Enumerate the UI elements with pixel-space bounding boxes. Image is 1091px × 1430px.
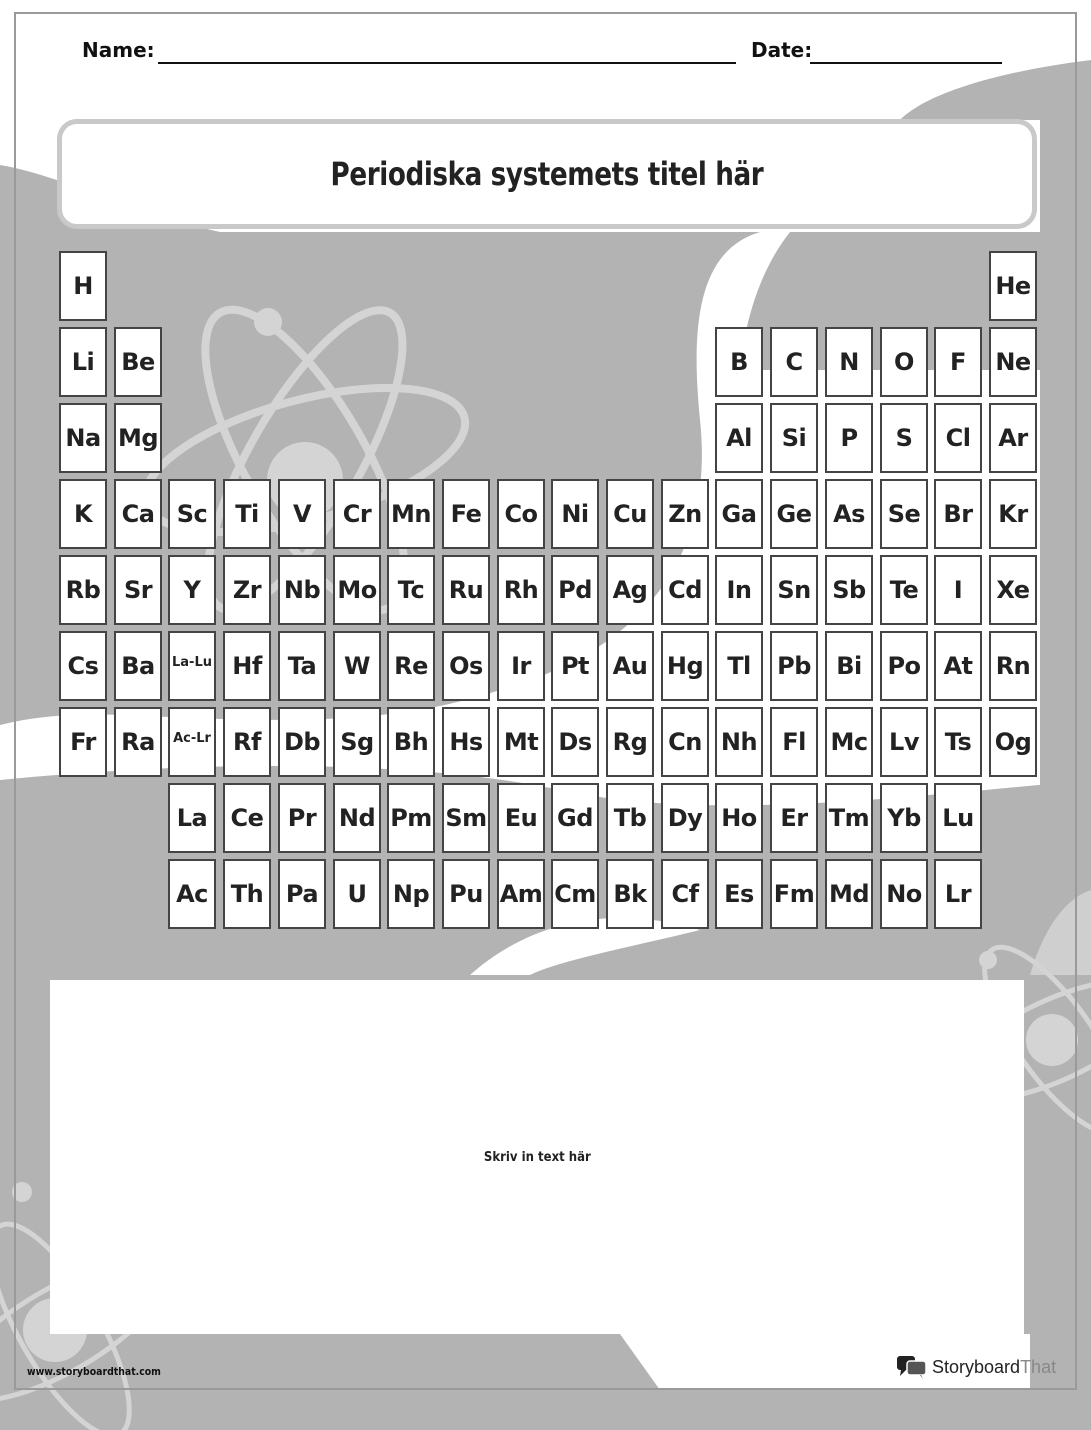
element-cell-tl[interactable]: Tl [715, 631, 763, 701]
element-cell-n[interactable]: N [825, 327, 873, 397]
element-cell-sg[interactable]: Sg [333, 707, 381, 777]
element-cell-nb[interactable]: Nb [278, 555, 326, 625]
element-cell-mt[interactable]: Mt [497, 707, 545, 777]
date-label: Date: [751, 38, 813, 62]
element-cell-ar[interactable]: Ar [989, 403, 1037, 473]
element-cell-w[interactable]: W [333, 631, 381, 701]
element-cell-rb[interactable]: Rb [59, 555, 107, 625]
element-cell-c[interactable]: C [770, 327, 818, 397]
element-cell-la[interactable]: La [168, 783, 216, 853]
element-cell-pa[interactable]: Pa [278, 859, 326, 929]
element-cell-as[interactable]: As [825, 479, 873, 549]
element-cell-i[interactable]: I [934, 555, 982, 625]
element-cell-sc[interactable]: Sc [168, 479, 216, 549]
element-cell-yb[interactable]: Yb [880, 783, 928, 853]
element-cell-cs[interactable]: Cs [59, 631, 107, 701]
element-cell-re[interactable]: Re [387, 631, 435, 701]
element-cell-tc[interactable]: Tc [387, 555, 435, 625]
element-cell-te[interactable]: Te [880, 555, 928, 625]
element-cell-sb[interactable]: Sb [825, 555, 873, 625]
element-cell-ds[interactable]: Ds [551, 707, 599, 777]
element-cell-ga[interactable]: Ga [715, 479, 763, 549]
element-cell-mn[interactable]: Mn [387, 479, 435, 549]
element-cell-no[interactable]: No [880, 859, 928, 929]
element-cell-ag[interactable]: Ag [606, 555, 654, 625]
element-cell-al[interactable]: Al [715, 403, 763, 473]
element-cell-fl[interactable]: Fl [770, 707, 818, 777]
element-cell-ne[interactable]: Ne [989, 327, 1037, 397]
element-cell-pb[interactable]: Pb [770, 631, 818, 701]
element-cell-cn[interactable]: Cn [661, 707, 709, 777]
element-cell-kr[interactable]: Kr [989, 479, 1037, 549]
element-cell-at[interactable]: At [934, 631, 982, 701]
element-cell-cm[interactable]: Cm [551, 859, 599, 929]
element-cell-co[interactable]: Co [497, 479, 545, 549]
element-cell-pd[interactable]: Pd [551, 555, 599, 625]
element-cell-rn[interactable]: Rn [989, 631, 1037, 701]
element-cell-cl[interactable]: Cl [934, 403, 982, 473]
element-cell-ge[interactable]: Ge [770, 479, 818, 549]
name-label: Name: [82, 38, 155, 62]
element-cell-ni[interactable]: Ni [551, 479, 599, 549]
text-box[interactable] [50, 980, 1024, 1334]
element-cell-ti[interactable]: Ti [223, 479, 271, 549]
element-cell-ho[interactable]: Ho [715, 783, 763, 853]
element-cell-ac[interactable]: Ac [168, 859, 216, 929]
element-cell-br[interactable]: Br [934, 479, 982, 549]
element-cell-mo[interactable]: Mo [333, 555, 381, 625]
element-cell-zr[interactable]: Zr [223, 555, 271, 625]
element-cell-li[interactable]: Li [59, 327, 107, 397]
element-cell-pr[interactable]: Pr [278, 783, 326, 853]
element-cell-nh[interactable]: Nh [715, 707, 763, 777]
element-cell-fr[interactable]: Fr [59, 707, 107, 777]
element-cell-xe[interactable]: Xe [989, 555, 1037, 625]
element-cell-au[interactable]: Au [606, 631, 654, 701]
element-cell-ba[interactable]: Ba [114, 631, 162, 701]
element-cell-ir[interactable]: Ir [497, 631, 545, 701]
brand-name: StoryboardThat [932, 1356, 1057, 1377]
element-cell-og[interactable]: Og [989, 707, 1037, 777]
element-cell-eu[interactable]: Eu [497, 783, 545, 853]
element-cell-hg[interactable]: Hg [661, 631, 709, 701]
element-cell-nd[interactable]: Nd [333, 783, 381, 853]
element-cell-rf[interactable]: Rf [223, 707, 271, 777]
date-field[interactable] [810, 62, 1002, 64]
title-box[interactable] [57, 119, 1037, 229]
element-cell-v[interactable]: V [278, 479, 326, 549]
element-cell-lu[interactable]: Lu [934, 783, 982, 853]
element-cell-cd[interactable]: Cd [661, 555, 709, 625]
element-cell-dy[interactable]: Dy [661, 783, 709, 853]
element-cell-se[interactable]: Se [880, 479, 928, 549]
element-cell-h[interactable]: H [59, 251, 107, 321]
element-cell-cu[interactable]: Cu [606, 479, 654, 549]
element-cell-tm[interactable]: Tm [825, 783, 873, 853]
element-cell-pt[interactable]: Pt [551, 631, 599, 701]
element-cell-o[interactable]: O [880, 327, 928, 397]
element-cell-po[interactable]: Po [880, 631, 928, 701]
element-cell-zn[interactable]: Zn [661, 479, 709, 549]
element-cell-b[interactable]: B [715, 327, 763, 397]
element-cell-np[interactable]: Np [387, 859, 435, 929]
element-cell-es[interactable]: Es [715, 859, 763, 929]
element-cell-bh[interactable]: Bh [387, 707, 435, 777]
speech-bubbles-icon [896, 1354, 928, 1380]
element-cell-be[interactable]: Be [114, 327, 162, 397]
element-cell-s[interactable]: S [880, 403, 928, 473]
element-cell-he[interactable]: He [989, 251, 1037, 321]
element-cell-bk[interactable]: Bk [606, 859, 654, 929]
element-cell-pm[interactable]: Pm [387, 783, 435, 853]
element-cell-lr[interactable]: Lr [934, 859, 982, 929]
element-cell-ru[interactable]: Ru [442, 555, 490, 625]
element-cell-cr[interactable]: Cr [333, 479, 381, 549]
element-cell-pu[interactable]: Pu [442, 859, 490, 929]
element-cell-fm[interactable]: Fm [770, 859, 818, 929]
page-title: Periodiska systemets titel här [330, 155, 764, 193]
element-cell-mc[interactable]: Mc [825, 707, 873, 777]
element-cell-sm[interactable]: Sm [442, 783, 490, 853]
element-cell-si[interactable]: Si [770, 403, 818, 473]
element-cell-ra[interactable]: Ra [114, 707, 162, 777]
element-cell-y[interactable]: Y [168, 555, 216, 625]
element-cell-cf[interactable]: Cf [661, 859, 709, 929]
element-cell-tb[interactable]: Tb [606, 783, 654, 853]
footer-url[interactable]: www.storyboardthat.com [27, 1365, 161, 1378]
element-cell-hs[interactable]: Hs [442, 707, 490, 777]
element-cell-la-lu[interactable]: La-Lu [168, 631, 216, 701]
element-cell-u[interactable]: U [333, 859, 381, 929]
element-cell-am[interactable]: Am [497, 859, 545, 929]
element-cell-ac-lr[interactable]: Ac-Lr [168, 707, 216, 777]
element-cell-gd[interactable]: Gd [551, 783, 599, 853]
name-field[interactable] [158, 62, 736, 64]
element-cell-md[interactable]: Md [825, 859, 873, 929]
element-cell-th[interactable]: Th [223, 859, 271, 929]
element-cell-rh[interactable]: Rh [497, 555, 545, 625]
element-cell-ts[interactable]: Ts [934, 707, 982, 777]
element-cell-k[interactable]: K [59, 479, 107, 549]
element-cell-er[interactable]: Er [770, 783, 818, 853]
element-cell-mg[interactable]: Mg [114, 403, 162, 473]
element-cell-f[interactable]: F [934, 327, 982, 397]
element-cell-in[interactable]: In [715, 555, 763, 625]
element-cell-na[interactable]: Na [59, 403, 107, 473]
element-cell-fe[interactable]: Fe [442, 479, 490, 549]
element-cell-sr[interactable]: Sr [114, 555, 162, 625]
element-cell-hf[interactable]: Hf [223, 631, 271, 701]
element-cell-bi[interactable]: Bi [825, 631, 873, 701]
element-cell-ta[interactable]: Ta [278, 631, 326, 701]
element-cell-os[interactable]: Os [442, 631, 490, 701]
element-cell-db[interactable]: Db [278, 707, 326, 777]
element-cell-p[interactable]: P [825, 403, 873, 473]
element-cell-sn[interactable]: Sn [770, 555, 818, 625]
element-cell-ca[interactable]: Ca [114, 479, 162, 549]
element-cell-ce[interactable]: Ce [223, 783, 271, 853]
text-box-placeholder: Skriv in text här [483, 1149, 591, 1165]
element-cell-lv[interactable]: Lv [880, 707, 928, 777]
brand-logo[interactable] [896, 1354, 1056, 1380]
element-cell-rg[interactable]: Rg [606, 707, 654, 777]
